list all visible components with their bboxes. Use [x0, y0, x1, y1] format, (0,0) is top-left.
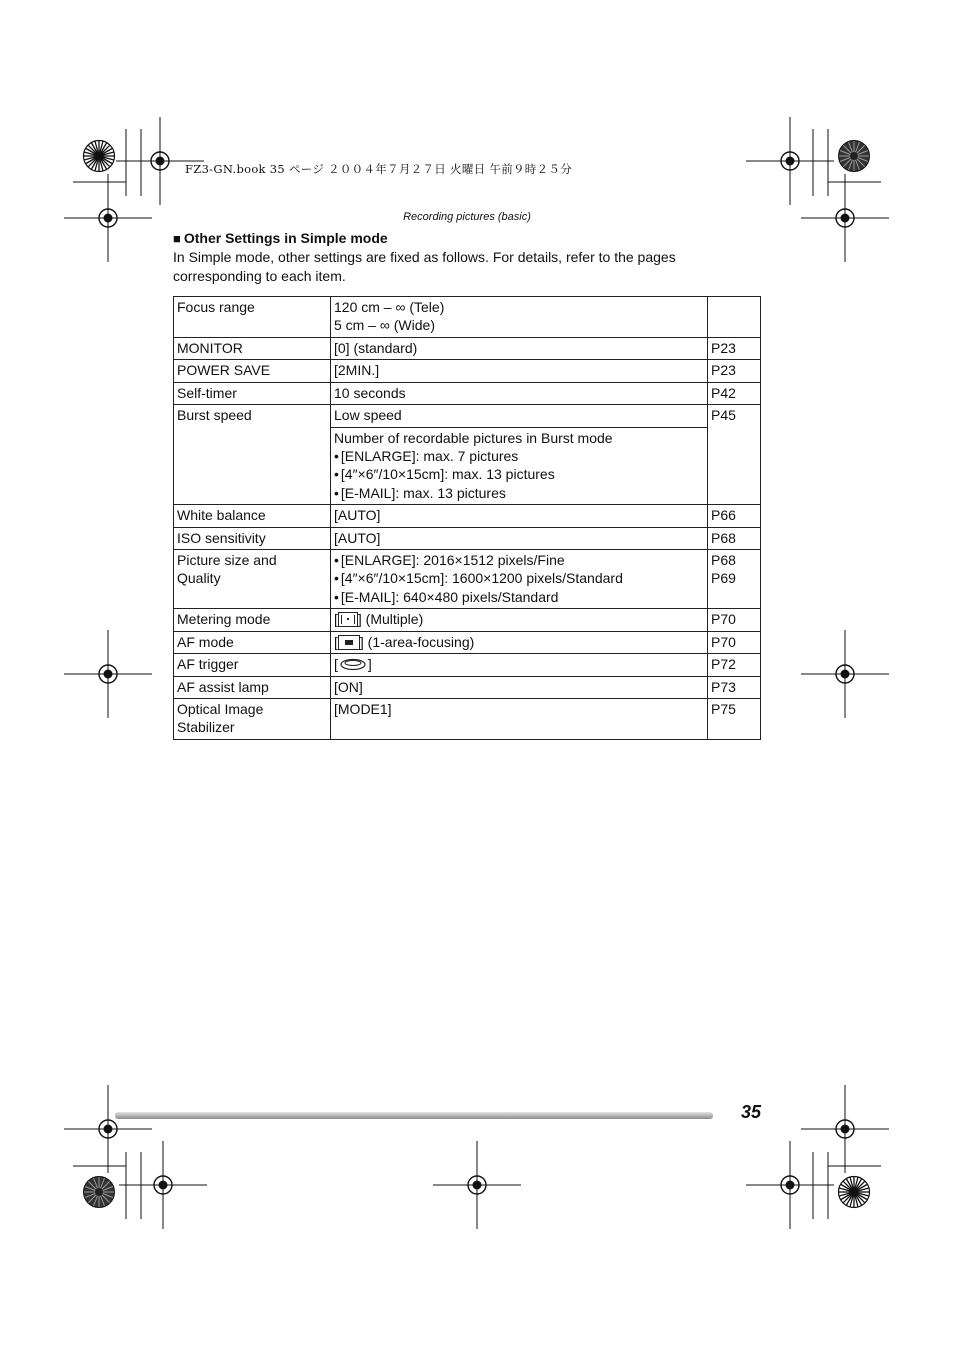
- setting-value: [0] (standard): [331, 338, 708, 360]
- table-row-af-mode: [174, 631, 761, 653]
- page-ref: P70: [708, 631, 761, 653]
- page-ref-line: P68: [711, 552, 736, 569]
- page-ref: P66: [708, 505, 761, 527]
- footer-bar: [115, 1112, 713, 1119]
- page-ref: P42: [708, 382, 761, 404]
- table-row-picture-size: [174, 550, 761, 609]
- setting-value: [ON]: [331, 676, 708, 698]
- table-row-iso: [174, 527, 761, 549]
- section-marker: ■: [173, 231, 181, 246]
- setting-value: [331, 654, 708, 676]
- page-ref: [708, 550, 761, 609]
- value-text: ] (1-area-focusing): [359, 633, 475, 650]
- shutter-halfpress-icon: [338, 657, 368, 672]
- 1-area-focus-icon: [338, 635, 360, 650]
- intro-paragraph: In Simple mode, other settings are fixed as follows. For details, refer to the pages corresponding to each item.: [173, 249, 676, 284]
- page-ref: [708, 297, 761, 338]
- value-line: 120 cm – ∞ (Tele): [334, 299, 445, 315]
- label-line: Quality: [177, 570, 221, 587]
- table-row-ois: [174, 698, 761, 739]
- setting-label: Burst speed: [174, 405, 331, 505]
- section-title: [173, 230, 388, 246]
- value-line: Number of recordable pictures in Burst mode: [334, 429, 613, 446]
- page-ref: P45: [708, 405, 761, 505]
- value-text: ] (Multiple): [357, 611, 424, 628]
- page-number: 35: [740, 1102, 761, 1122]
- bracket-open: [: [334, 633, 338, 650]
- table-row-af-trigger: [174, 654, 761, 676]
- list-item: • [4″×6″/10×15cm]: 1600×1200 pixels/Standard: [334, 569, 704, 587]
- setting-label: AF mode: [174, 631, 331, 653]
- setting-value: [331, 631, 708, 653]
- page-ref: P68: [708, 527, 761, 549]
- table-row-metering: [174, 609, 761, 631]
- page-ref: P72: [708, 654, 761, 676]
- setting-value: [331, 297, 708, 338]
- label-line: Optical Image: [177, 700, 264, 717]
- setting-value: [2MIN.]: [331, 360, 708, 382]
- setting-label: [174, 550, 331, 609]
- page-ref: P75: [708, 698, 761, 739]
- table-row-monitor: [174, 338, 761, 360]
- table-row-self-timer: [174, 382, 761, 404]
- table-row-af-assist: [174, 676, 761, 698]
- setting-value: [331, 550, 708, 609]
- print-info-line: FZ3-GN.book 35 ページ ２００４年７月２７日 火曜日 午前９時２５分: [185, 162, 572, 176]
- settings-table: [173, 296, 761, 740]
- table-row-focus-range: [174, 297, 761, 338]
- page-ref-line: P69: [711, 570, 736, 587]
- table-row-white-balance: [174, 505, 761, 527]
- page-ref: P23: [708, 338, 761, 360]
- setting-value: [AUTO]: [331, 505, 708, 527]
- list-item: • [ENLARGE]: 2016×1512 pixels/Fine: [334, 551, 704, 569]
- page-ref: P70: [708, 609, 761, 631]
- setting-label: Self-timer: [174, 382, 331, 404]
- label-line: Stabilizer: [177, 719, 235, 736]
- setting-value: [MODE1]: [331, 698, 708, 739]
- setting-label: White balance: [174, 505, 331, 527]
- setting-label: Metering mode: [174, 609, 331, 631]
- running-header-text: Recording pictures (basic): [403, 211, 531, 223]
- setting-value: 10 seconds: [331, 382, 708, 404]
- running-header: [0, 211, 934, 223]
- value-line: 5 cm – ∞ (Wide): [334, 317, 435, 334]
- list-item: • [E-MAIL]: 640×480 pixels/Standard: [334, 588, 704, 606]
- label-line: Picture size and: [177, 552, 277, 569]
- table-row-burst-speed: [174, 405, 761, 427]
- setting-value: [AUTO]: [331, 527, 708, 549]
- bracket-open: [: [334, 611, 338, 628]
- table-row-power-save: [174, 360, 761, 382]
- setting-label: AF trigger: [174, 654, 331, 676]
- section-title-text: Other Settings in Simple mode: [183, 230, 388, 246]
- value-text: ]: [367, 656, 372, 673]
- setting-label: AF assist lamp: [174, 676, 331, 698]
- setting-value: Low speed: [331, 405, 708, 427]
- setting-label: ISO sensitivity: [174, 527, 331, 549]
- setting-label: Focus range: [174, 297, 331, 338]
- bracket-open: [: [334, 656, 338, 673]
- setting-label: POWER SAVE: [174, 360, 331, 382]
- page-ref: P23: [708, 360, 761, 382]
- list-item: • [ENLARGE]: max. 7 pictures: [334, 447, 704, 465]
- list-item: • [E-MAIL]: max. 13 pictures: [334, 484, 704, 502]
- setting-value: [331, 609, 708, 631]
- setting-label: [174, 698, 331, 739]
- setting-value: [331, 427, 708, 505]
- setting-label: MONITOR: [174, 338, 331, 360]
- page-ref: P73: [708, 676, 761, 698]
- list-item: • [4″×6″/10×15cm]: max. 13 pictures: [334, 465, 704, 483]
- multiple-metering-icon: [338, 612, 358, 627]
